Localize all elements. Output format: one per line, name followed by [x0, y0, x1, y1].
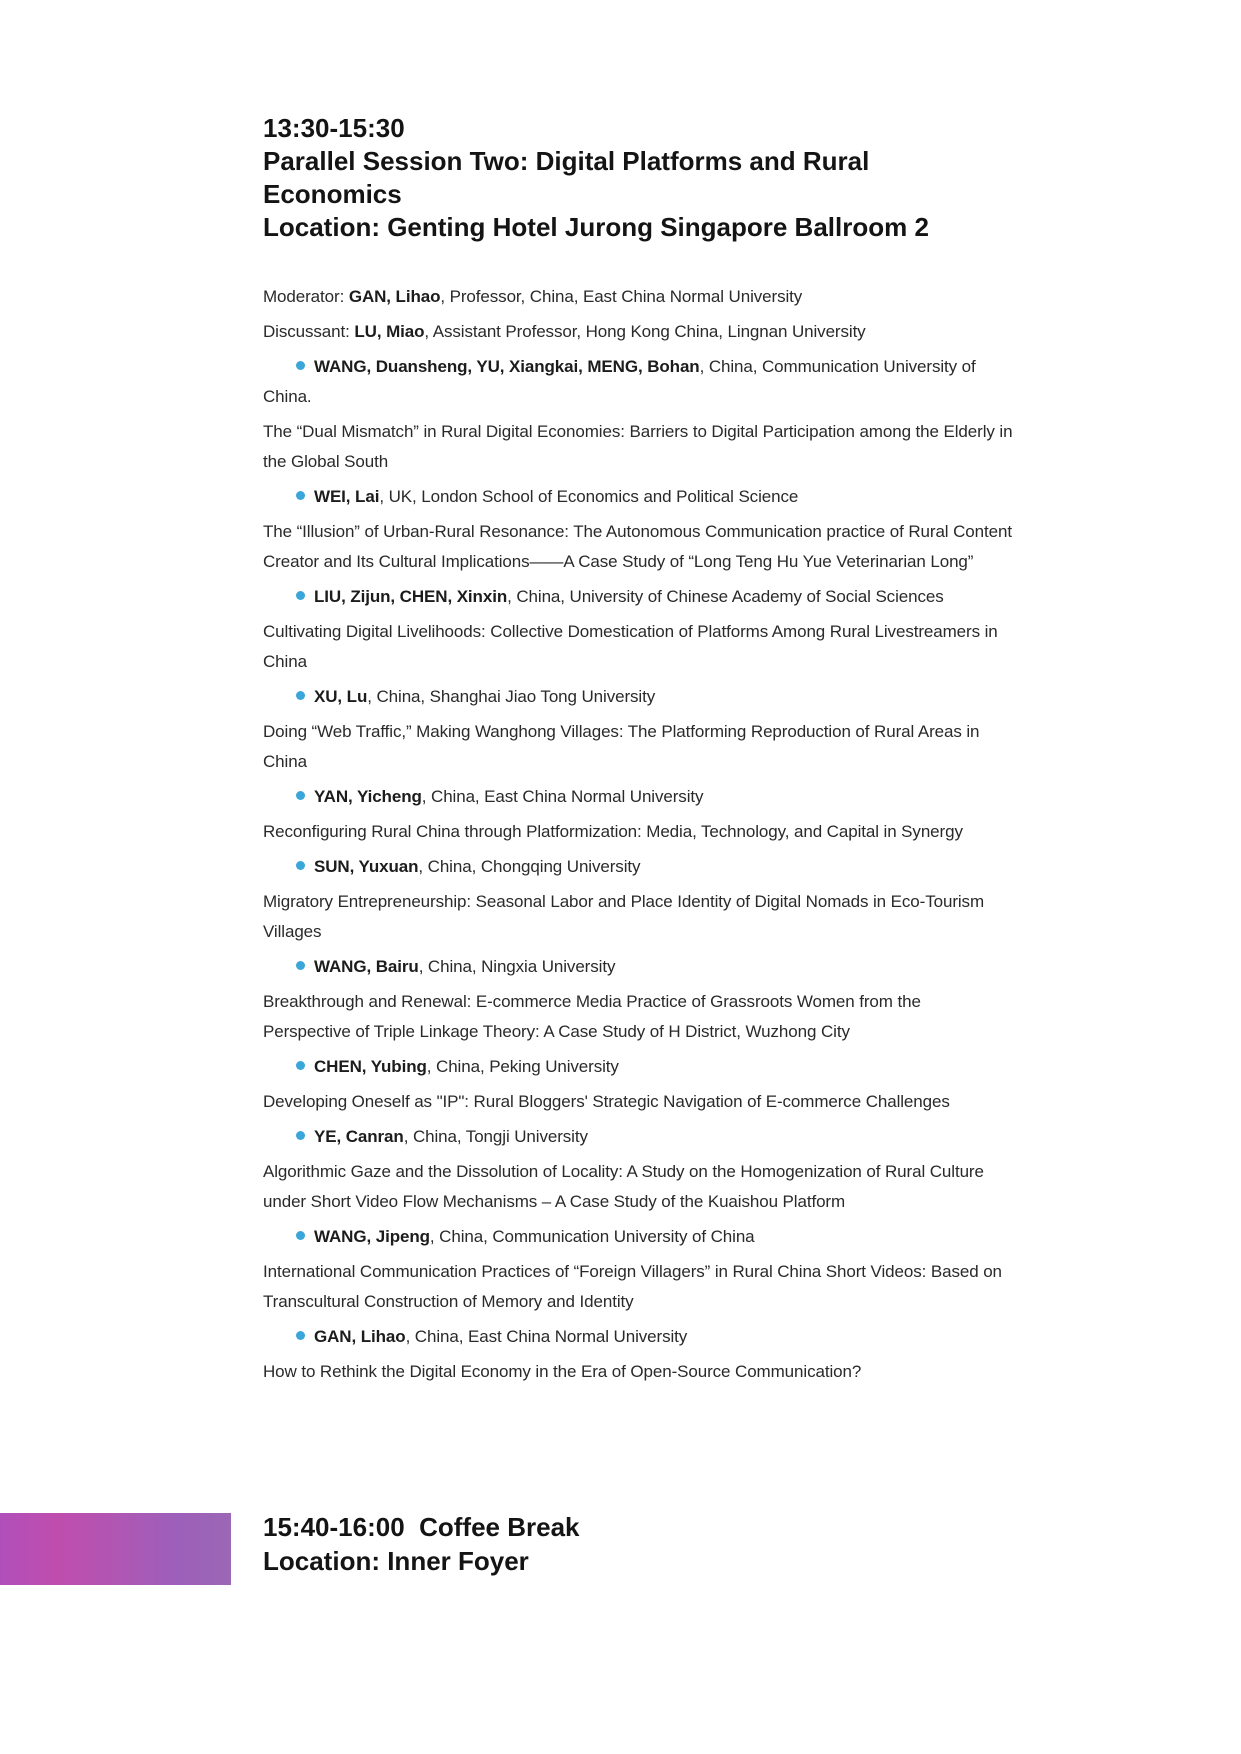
speaker-entry [263, 782, 1013, 812]
speaker-entry [263, 352, 1013, 412]
gradient-bar [0, 1513, 231, 1585]
speaker-entry [263, 682, 1013, 712]
paper-title: Cultivating Digital Livelihoods: Collective Domestication of Platforms Among Rural Livestreamers in China [263, 622, 998, 671]
speaker-affiliation: , China, Communication University of China. [263, 357, 976, 406]
bullet-icon [296, 361, 305, 370]
paper-title: The “Illusion” of Urban-Rural Resonance: The Autonomous Communication practice of Rural Content Creator and Its Cultural Implications——A Case Study of “Long Teng Hu Yue Veterinarian Long” [263, 522, 1012, 571]
speaker-affiliation: , UK, London School of Economics and Political Science [379, 487, 799, 506]
speaker-entry [263, 1322, 1013, 1352]
speaker-name: WANG, Duansheng, YU, Xiangkai, MENG, Bohan [314, 357, 700, 376]
speaker-affiliation: , China, Ningxia University [418, 957, 616, 976]
paper-title: Developing Oneself as "IP": Rural Bloggers' Strategic Navigation of E-commerce Challenges [263, 1092, 950, 1111]
session-header [263, 112, 1013, 244]
discussant-label: Discussant: [263, 322, 355, 341]
speaker-entry [263, 1222, 1013, 1252]
discussant-line [263, 317, 1013, 347]
discussant-name: LU, Miao [354, 322, 425, 341]
bullet-icon [296, 691, 305, 700]
break-location: Location: Inner Foyer [263, 1546, 529, 1576]
bullet-icon [296, 861, 305, 870]
speaker-entry [263, 482, 1013, 512]
speaker-name: GAN, Lihao [314, 1327, 406, 1346]
speaker-affiliation: , China, Chongqing University [418, 857, 641, 876]
bullet-icon [296, 1131, 305, 1140]
session-block [263, 112, 1013, 1392]
moderator-label: Moderator: [263, 287, 349, 306]
speaker-affiliation: , China, Communication University of China [429, 1227, 755, 1246]
speaker-entry [263, 852, 1013, 882]
bullet-icon [296, 1231, 305, 1240]
speaker-name: WANG, Jipeng [314, 1227, 430, 1246]
paper-title: Migratory Entrepreneurship: Seasonal Labor and Place Identity of Digital Nomads in Eco-Tourism Villages [263, 892, 985, 941]
bullet-icon [296, 791, 305, 800]
paper-title: Algorithmic Gaze and the Dissolution of Locality: A Study on the Homogenization of Rural Culture under Short Video Flow Mechanisms – A Case Study of the Kuaishou Platform [263, 1162, 984, 1211]
speaker-name: XU, Lu [314, 687, 368, 706]
speaker-name: WANG, Bairu [314, 957, 419, 976]
speaker-affiliation: , China, East China Normal University [405, 1327, 688, 1346]
bullet-icon [296, 491, 305, 500]
speaker-affiliation: , China, Peking University [426, 1057, 619, 1076]
bullet-icon [296, 1061, 305, 1070]
presentation-list [263, 352, 1013, 1387]
speaker-entry [263, 952, 1013, 982]
session-location: Location: Genting Hotel Jurong Singapore Ballroom 2 [263, 212, 929, 242]
paper-title: Reconfiguring Rural China through Platformization: Media, Technology, and Capital in Synergy [263, 822, 963, 841]
speaker-affiliation: , China, Tongji University [403, 1127, 588, 1146]
speaker-affiliation: , China, East China Normal University [421, 787, 704, 806]
paper-title: Breakthrough and Renewal: E-commerce Media Practice of Grassroots Women from the Perspective of Triple Linkage Theory: A Case Study of H District, Wuzhong City [263, 992, 921, 1041]
speaker-affiliation: , China, Shanghai Jiao Tong University [367, 687, 656, 706]
speaker-name: CHEN, Yubing [314, 1057, 427, 1076]
moderator-affiliation: , Professor, China, East China Normal University [440, 287, 803, 306]
discussant-affiliation: , Assistant Professor, Hong Kong China, Lingnan University [424, 322, 866, 341]
speaker-name: YE, Canran [314, 1127, 404, 1146]
session-title: Parallel Session Two: Digital Platforms and Rural Economics [263, 146, 870, 209]
moderator-line [263, 282, 1013, 312]
speaker-entry [263, 582, 1013, 612]
speaker-name: LIU, Zijun, CHEN, Xinxin [314, 587, 508, 606]
paper-title: Doing “Web Traffic,” Making Wanghong Villages: The Platforming Reproduction of Rural Areas in China [263, 722, 980, 771]
coffee-break-header [263, 1510, 580, 1578]
moderator-name: GAN, Lihao [348, 287, 441, 306]
break-time-title: 15:40-16:00 Coffee Break [263, 1512, 580, 1542]
session-time: 13:30-15:30 [263, 113, 405, 143]
paper-title: The “Dual Mismatch” in Rural Digital Economies: Barriers to Digital Participation among the Elderly in the Global South [263, 422, 1013, 471]
speaker-entry [263, 1052, 1013, 1082]
bullet-icon [296, 1331, 305, 1340]
paper-title: International Communication Practices of “Foreign Villagers” in Rural China Short Videos: Based on Transcultural Construction of Memory and Identity [263, 1262, 1002, 1311]
speaker-name: WEI, Lai [314, 487, 380, 506]
bullet-icon [296, 591, 305, 600]
speaker-name: SUN, Yuxuan [314, 857, 419, 876]
speaker-entry [263, 1122, 1013, 1152]
speaker-affiliation: , China, University of Chinese Academy of Social Sciences [507, 587, 944, 606]
session-body [263, 282, 1013, 1387]
paper-title: How to Rethink the Digital Economy in the Era of Open-Source Communication? [263, 1362, 862, 1381]
bullet-icon [296, 961, 305, 970]
speaker-name: YAN, Yicheng [314, 787, 422, 806]
